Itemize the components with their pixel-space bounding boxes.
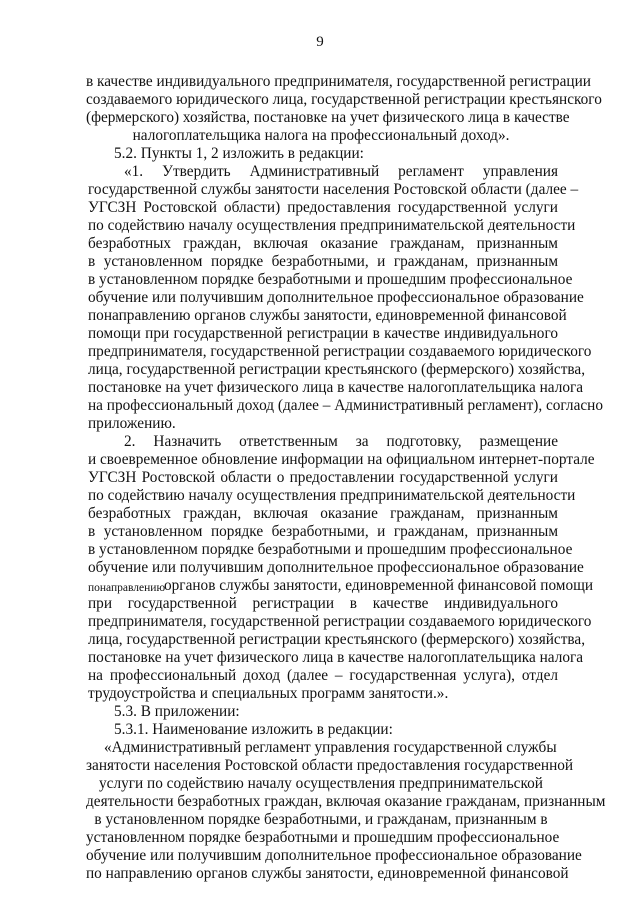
text-line: «1. Утвердить Административный регламент управления [124,163,558,180]
text-line: постановке на учет физического лица в качестве налогоплательщика налога [88,379,584,396]
text-line: трудоустройства и специальных программ занятости.». [88,685,449,702]
text-line-small: понаправлению [88,582,166,594]
text-line: налогоплательщика налога на профессиональный доход». [132,127,510,144]
text-line: 2. Назначить ответственным за подготовку, размещение [124,433,558,450]
text-line: на профессиональный доход (далее – Административный регламент), согласно [88,397,603,414]
text-line: предпринимателя, государственной регистрации создаваемого юридического [88,613,592,630]
text-line: в установленном порядке безработными, и гражданам, признанным [88,253,558,270]
text-line: создаваемого юридического лица, государственной регистрации крестьянского [86,91,602,108]
text-line: лица, государственной регистрации крестьянского (фермерского) хозяйства, [88,631,586,648]
text-line: и своевременное обновление информации на официальном интернет-портале [88,451,595,468]
text-line: обучение или получившим дополнительное профессиональное образование [88,289,584,306]
text-line: органов службы занятости, единовременной финансовой помощи [164,577,594,594]
text-line: безработных граждан, включая оказание гражданам, признанным [88,505,558,522]
text-line: УГСЗН Ростовской области о предоставлении государственной услуги [88,469,558,486]
text-line: помощи при государственной регистрации в качестве индивидуального [88,325,558,342]
section-heading: 5.3.1. Наименование изложить в редакции: [114,721,393,738]
text-line: обучение или получившим дополнительное профессиональное образование [86,847,582,864]
text-line: по содействию началу осуществления предпринимательской деятельности [88,487,576,504]
text-line: приложению. [88,415,176,432]
text-line: на профессиональный доход (далее – государственная услуга), отдел [88,667,558,684]
text-line: обучение или получившим дополнительное профессиональное образование [88,559,584,576]
text-line: лица, государственной регистрации крестьянского (фермерского) хозяйства, [88,361,586,378]
section-heading: 5.2. Пункты 1, 2 изложить в редакции: [114,145,364,162]
text-line: в качестве индивидуального предпринимателя, государственной регистрации [86,73,591,90]
text-line: постановке на учет физического лица в качестве налогоплательщика налога [88,649,584,666]
text-line: в установленном порядке безработными, и гражданам, признанным в [94,811,548,828]
text-line: занятости населения Ростовской области предоставления государственной [86,757,574,774]
text-line: предпринимателя, государственной регистрации создаваемого юридического [88,343,592,360]
page-number: 9 [316,34,324,50]
text-line: деятельности безработных граждан, включая оказание гражданам, признанным [86,793,606,810]
text-line: «Административный регламент управления государственной службы [104,739,557,756]
text-line: по содействию началу осуществления предпринимательской деятельности [88,217,576,234]
text-line: УГСЗН Ростовской области) предоставления государственной услуги [88,199,558,216]
text-line: по направлению органов службы занятости, единовременной финансовой [86,865,569,882]
text-line: установленном порядке безработными и прошедшим профессиональное [86,829,560,846]
section-heading: 5.3. В приложении: [114,703,240,720]
text-line: понаправлению органов службы занятости, единовременной финансовой [88,307,567,324]
text-line: в установленном порядке безработными и прошедшим профессиональное [88,271,573,288]
text-line: в установленном порядке безработными, и гражданам, признанным [88,523,558,540]
text-line: безработных граждан, включая оказание гражданам, признанным [88,235,558,252]
text-line: в установленном порядке безработными и прошедшим профессиональное [88,541,573,558]
text-line: государственной службы занятости населения Ростовской области (далее – [88,181,579,198]
text-line: при государственной регистрации в качестве индивидуального [88,595,558,612]
text-line: (фермерского) хозяйства, постановке на учет физического лица в качестве [86,109,570,126]
text-line: услуги по содействию началу осуществления предпринимательской [99,775,543,792]
